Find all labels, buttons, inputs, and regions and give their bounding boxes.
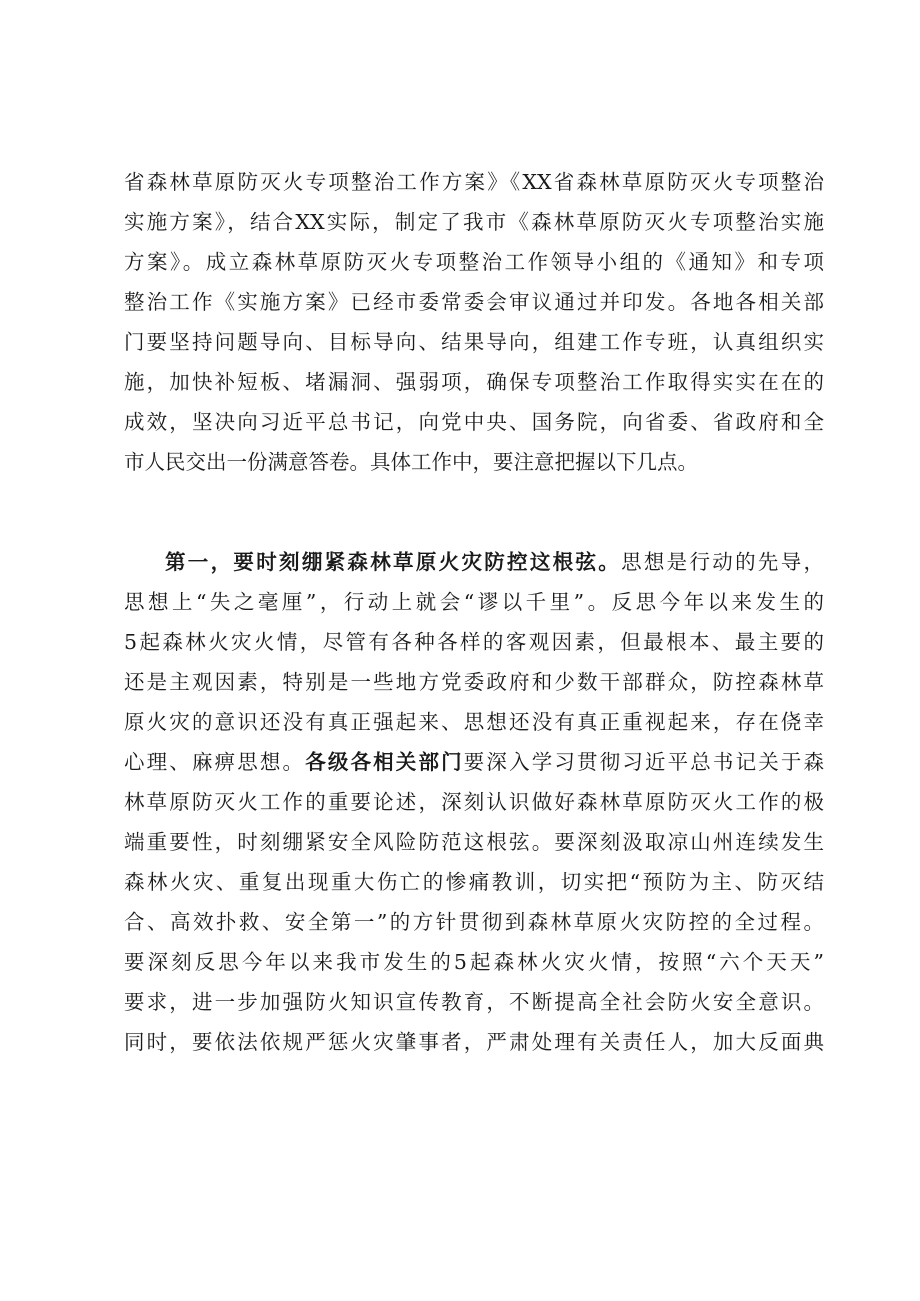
text-line: 森林火灾、重复出现重大伤亡的惨痛教训，切实把“预防为主、防灭结	[124, 870, 824, 894]
section-heading: 第一，要时刻绷紧森林草原火灾防控这根弦。	[165, 550, 622, 574]
text-run: 思想是行动的先导，	[621, 550, 825, 574]
text-line: 市人民交出一份满意答卷。具体工作中，要注意把握以下几点。	[124, 450, 698, 474]
text-line: 林草原防灭火工作的重要论述，深刻认识做好森林草原防灭火工作的极	[124, 790, 824, 814]
text-line: 同时，要依法依规严惩火灾肇事者，严肃处理有关责任人，加大反面典	[124, 1030, 824, 1054]
text-line: 原火灾的意识还没有真正强起来、思想还没有真正重视起来，存在侥幸	[124, 710, 824, 734]
text-line: 实施方案》，结合XX实际，制定了我市《森林草原防灭火专项整治实施	[124, 210, 824, 234]
text-line: 门要坚持问题导向、目标导向、结果导向，组建工作专班，认真组织实	[124, 330, 824, 354]
text-line: 思想上“失之毫厘”，行动上就会“谬以千里”。反思今年以来发生的	[124, 590, 824, 614]
text-line: 省森林草原防灭火专项整治工作方案》《XX省森林草原防灭火专项整治	[124, 170, 824, 194]
text-line: 要深刻反思今年以来我市发生的5起森林火灾火情，按照“六个天天”	[124, 950, 824, 974]
text-run: 要深入学习贯彻习近平总书记关于森	[463, 750, 825, 774]
text-line: 要求，进一步加强防火知识宣传教育，不断提高全社会防火安全意识。	[124, 990, 824, 1014]
text-line: 施，加快补短板、堵漏洞、强弱项，确保专项整治工作取得实实在在的	[124, 370, 824, 394]
paragraph-1	[124, 162, 824, 482]
paragraph-2-first-line	[124, 542, 824, 582]
text-line: 整治工作《实施方案》已经市委常委会审议通过并印发。各地各相关部	[124, 290, 824, 314]
text-run: 心理、麻痹思想。	[124, 750, 306, 774]
text-line: 合、高效扑救、安全第一”的方针贯彻到森林草原火灾防控的全过程。	[124, 910, 824, 934]
paragraph-2	[124, 542, 824, 1062]
text-line: 方案》。成立森林草原防灭火专项整治工作领导小组的《通知》和专项	[124, 250, 824, 274]
text-line	[124, 742, 824, 782]
emphasis-text: 各级各相关部门	[305, 750, 464, 774]
text-line: 成效，坚决向习近平总书记，向党中央、国务院，向省委、省政府和全	[124, 410, 824, 434]
text-line: 端重要性，时刻绷紧安全风险防范这根弦。要深刻汲取凉山州连续发生	[124, 830, 824, 854]
text-line: 5起森林火灾火情，尽管有各种各样的客观因素，但最根本、最主要的	[124, 630, 824, 654]
text-line: 还是主观因素，特别是一些地方党委政府和少数干部群众，防控森林草	[124, 670, 824, 694]
